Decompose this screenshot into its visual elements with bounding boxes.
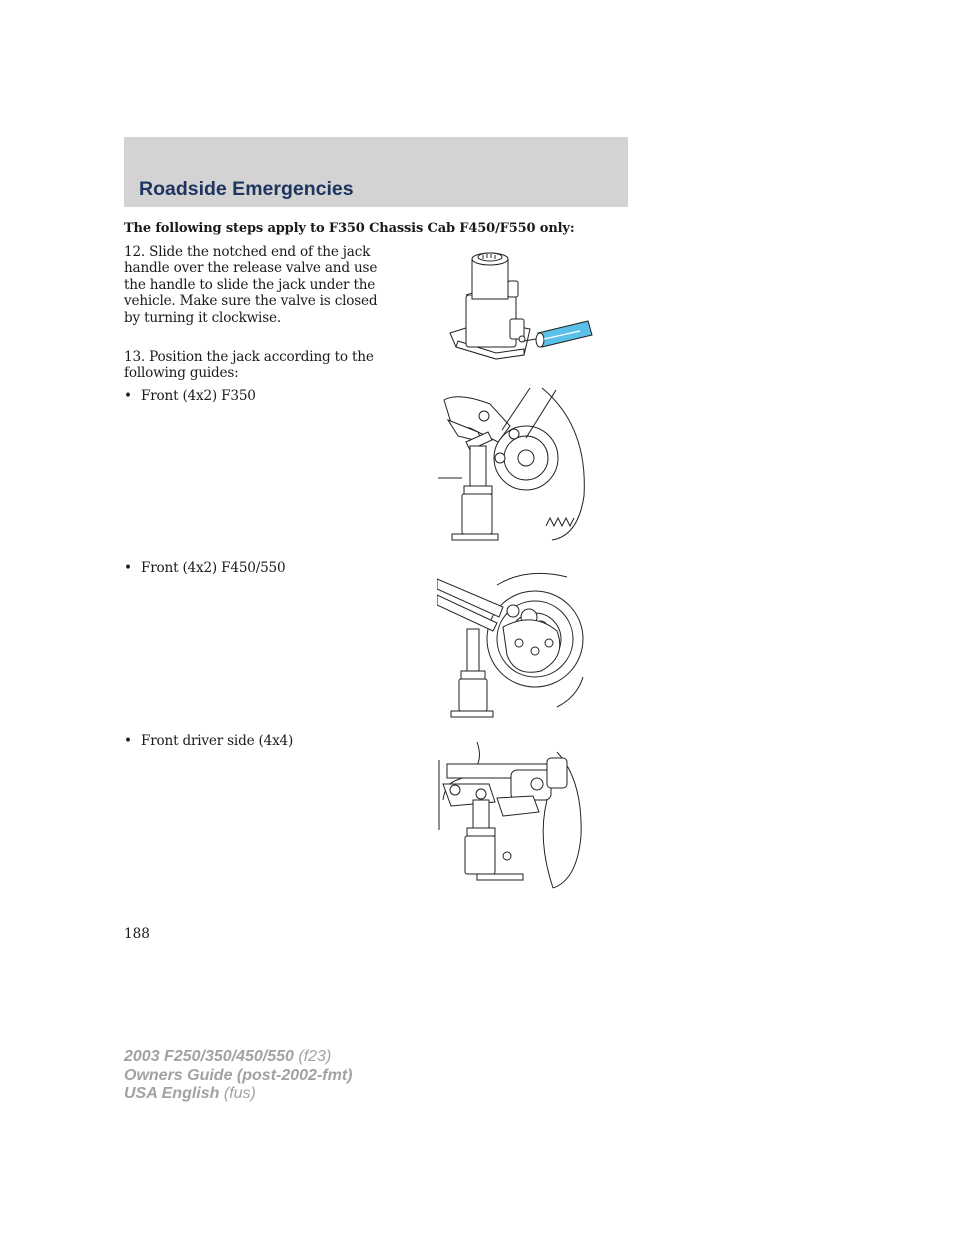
footer-model-code: (f23) (293, 1048, 332, 1065)
step-12-text: 12. Slide the notched end of the jack handle over the release valve and use the handle to slide the jack under the vehicle. Make sure the valve is closed by turning it clockwise. (124, 244, 378, 326)
section-title: Roadside Emergencies (139, 178, 354, 200)
bullet-label: Front driver side (4x4) (141, 733, 294, 749)
bullet-front-4x2-f350 (124, 388, 256, 404)
intro-heading: The following steps apply to F350 Chassis Cab F450/F550 only: (124, 221, 575, 236)
footer-language: USA English (124, 1085, 220, 1102)
bullet-symbol: • (124, 560, 132, 576)
footer-model: 2003 F250/350/450/550 (124, 1048, 294, 1065)
footer-language-code: (fus) (219, 1085, 256, 1102)
section-header-band (124, 137, 628, 207)
bullet-front-driver-4x4 (124, 733, 293, 749)
front-4x2-f350-jack-point-illustration (438, 386, 590, 544)
bullet-symbol: • (124, 733, 132, 749)
bullet-front-4x2-f450 (124, 560, 285, 576)
footer-guide: Owners Guide (post-2002-fmt) (124, 1066, 353, 1084)
bullet-label: Front (4x2) F450/550 (141, 560, 286, 576)
front-4x2-f450-jack-point-illustration (437, 567, 589, 719)
bullet-label: Front (4x2) F350 (141, 388, 256, 404)
footer-line-language (124, 1085, 352, 1104)
document-footer (124, 1048, 352, 1104)
footer-line-guide (124, 1067, 352, 1086)
bottle-jack-illustration (440, 243, 600, 368)
bullet-symbol: • (124, 388, 132, 404)
footer-line-model (124, 1048, 352, 1067)
step-13-text: 13. Position the jack according to the following guides: (124, 349, 374, 382)
front-driver-4x4-jack-point-illustration (437, 740, 589, 890)
page-number: 188 (124, 926, 150, 942)
